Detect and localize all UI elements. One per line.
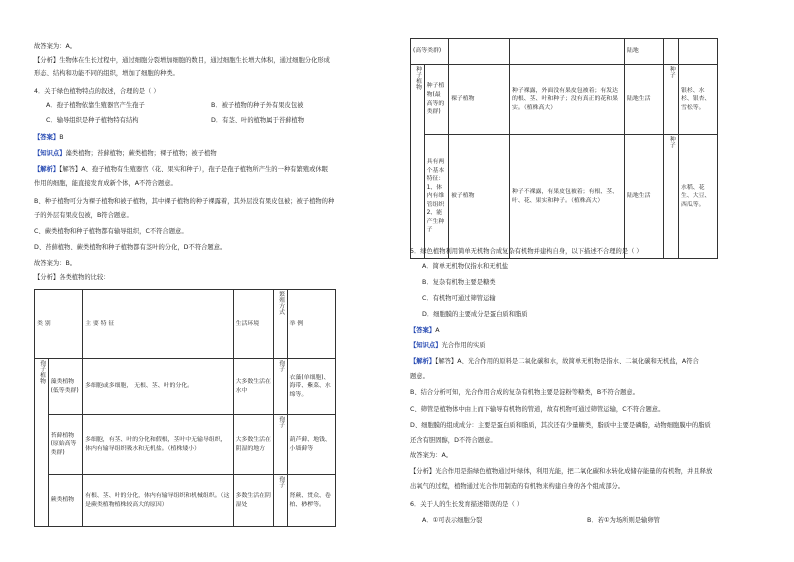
knowledge-tag: 【知识点】 <box>34 150 66 157</box>
q5-option-b: B．复杂有机物主要是糖类 <box>422 279 496 286</box>
q4-option-a: A．孢子植物依靠生殖器官产生孢子 <box>46 102 145 109</box>
analysis-line: 形态、结构和功能不同的组织，增加了细胞的种类。 <box>34 70 179 77</box>
table-cell-features: 多细胞，有茎、叶的分化和假根，茎叶中无输导组织，体内有输导组织吸水和无机盐。（植株矮小） <box>83 415 233 475</box>
table-header-environment: 生活环境 <box>233 290 273 359</box>
table-cell-category: 具有两个基本特征：1、体内有维管组织 2、能产生种子 <box>424 135 448 259</box>
explanation-line: B、种子植物可分为裸子植物和被子植物，其中裸子植物的种子裸露着，其外层没有果皮包被；被子植物的种 <box>34 198 335 205</box>
q5-option-a: A．简单无机物仅指水和无机盐 <box>422 263 509 270</box>
table-cell-reproduction: 孢子 <box>273 415 287 475</box>
explanation-line: B、结合分析可知，光合作用合成的复杂有机物主要是淀粉等糖类，B不符合题意。 <box>410 389 640 396</box>
analysis-line: 【分析】各类植物的比较： <box>34 274 110 281</box>
knowledge-value: 藻类植物；苔藓植物；蕨类植物；裸子植物；被子植物 <box>65 150 217 157</box>
explanation-tag: 【解析】 <box>410 358 436 365</box>
knowledge-point <box>34 149 217 158</box>
table-cell-category: 藻类植物(低等类群) <box>48 359 83 415</box>
table-header-examples: 举 例 <box>287 290 335 359</box>
table-cell-environment: 陆地 <box>625 39 664 65</box>
answer-section <box>34 133 64 142</box>
table-cell-environment: 大多数生活在阴湿的地方 <box>233 415 273 475</box>
q5-option-d: D．细胞膜的主要成分是蛋白质和脂质 <box>422 311 528 318</box>
plant-comparison-table-continued <box>410 38 718 259</box>
table-cell-category: 蕨类植物 <box>48 475 83 527</box>
answer-line: 故答案为：A。 <box>410 452 453 459</box>
table-cell-features: 种子不裸露，有果皮包被着；有根、茎、叶、花、果实和种子。（植株高大） <box>510 135 625 259</box>
table-cell-subcategory: 被子植物 <box>449 135 510 259</box>
table-cell-reproduction: 种子 <box>664 135 679 259</box>
table-header-features: 主 要 特 征 <box>83 290 233 359</box>
q4-option-c: C．输导组织是种子植物特有结构 <box>46 117 139 124</box>
table-cell-examples: 葫芦藓、地钱、小墙藓等 <box>287 415 335 475</box>
explanation-tag: 【解析】 <box>34 166 60 173</box>
table-cell-examples: 水稻、花生、大豆、西瓜等。 <box>679 135 718 259</box>
answer-line: 故答案为：B。 <box>34 260 77 267</box>
table-cell-category: (高等类群) <box>411 39 449 65</box>
question-6: 6．关于人的生长发育描述错误的是（ ） <box>410 501 524 508</box>
table-cell-examples: 衣藻(单细胞)、海带、紫菜、水绵等。 <box>287 359 335 415</box>
explanation-line: 还含有胆固醇，D不符合题意。 <box>410 437 497 444</box>
knowledge-value: 光合作用的实质 <box>441 342 486 349</box>
table-cell-reproduction: 种子 <box>664 65 679 135</box>
table-cell-examples: 银杉、水杉、银杏、雪松等。 <box>679 65 718 135</box>
explanation-line: 【解析】【解答】A、光合作用的原料是二氧化碳和水，故简单无机物是指水、二氧化碳和无机盐，A符合 <box>410 358 699 365</box>
table-cell-reproduction: 孢子 <box>273 359 287 415</box>
question-5: 5．绿色植物利用简单无机物合成复杂有机物并建构自身，以下描述不合理的是（ ） <box>410 248 643 255</box>
analysis-line: 出氧气的过程，植物通过光合作用制造的有机物来构建自身的各个组成部分。 <box>410 483 625 490</box>
table-cell-subcategory: 裸子植物 <box>449 65 510 135</box>
explanation-line: 题意。 <box>410 373 429 380</box>
explanation-line: D、苔藓植物、蕨类植物和种子植物都有茎叶的分化，D不符合题意。 <box>34 244 227 251</box>
explanation-line: D、细胞膜的组成成分：主要是蛋白质和脂质，其次还有少量糖类，脂质中主要是磷脂，动物细胞膜中的脂质 <box>410 422 711 429</box>
plant-comparison-table <box>34 289 336 527</box>
answer-line: 故答案为：A。 <box>34 43 77 50</box>
table-cell-environment: 陆地生活 <box>625 135 664 259</box>
table-header-category: 类 别 <box>35 290 83 359</box>
knowledge-point <box>410 341 486 350</box>
spore-plant-group: 孢子植物 <box>35 359 49 527</box>
knowledge-tag: 【知识点】 <box>410 342 442 349</box>
q4-option-b: B．被子植物的种子外有果皮包被 <box>211 102 304 109</box>
explanation-line: 子的外层有果皮包被，B符合题意。 <box>34 212 133 219</box>
explanation-line: 作用的细胞，能直接发育成新个体，A不符合题意。 <box>34 180 177 187</box>
table-cell-environment: 陆地生活 <box>625 65 664 135</box>
q4-options-row2 <box>46 116 376 125</box>
q4-options-row1 <box>46 101 376 110</box>
table-cell-examples: 肾蕨、贯众、卷柏、桫椤等。 <box>287 475 335 527</box>
table-cell-features: 多细胞或多细胞， 无根、茎、叶的分化。 <box>83 359 233 415</box>
table-cell-reproduction: 孢子 <box>273 475 287 527</box>
answer-tag: 【答案】 <box>410 327 436 334</box>
table-cell-features: 有根、茎、叶的分化，体内有输导组织和机械组织。（这是蕨类植物植株较高大的原因） <box>83 475 233 527</box>
q6-options-row <box>422 516 752 525</box>
seed-plant-group: 种子植物 <box>411 65 425 259</box>
answer-value: B <box>59 134 64 141</box>
table-cell-environment: 多数生活在阴湿处 <box>233 475 273 527</box>
q5-option-c: C．有机物可通过筛管运输 <box>422 295 496 302</box>
table-cell-features: 种子裸露，外面没有果皮包被着；有发达的根、茎、叶和种子；没有真正的花和果实。（植株高大） <box>510 65 625 135</box>
table-cell-category: 种子植物(最高等的类群) <box>424 65 448 135</box>
answer-tag: 【答案】 <box>34 134 60 141</box>
table-cell-category: 苔藓植物(原始高等类群) <box>48 415 83 475</box>
answer-section <box>410 326 440 335</box>
answer-value: A <box>435 327 440 334</box>
q6-option-a: A．①可表示细胞分裂 <box>422 517 483 524</box>
table-header-reproduction: 繁殖方式 <box>273 290 287 359</box>
table-cell-environment: 大多数生活在水中 <box>233 359 273 415</box>
explanation-line: C、蕨类植物和种子植物都有输导组织，C不符合题意。 <box>34 228 188 235</box>
q6-option-b: B．若①为场所则是输卵管 <box>587 517 660 524</box>
q4-option-d: D．有茎、叶的植物属于苔藓植物 <box>211 117 305 124</box>
question-4: 4．关于绿色植物特点的叙述，合理的是（ ） <box>34 88 160 95</box>
analysis-line: 【分析】光合作用是指绿色植物通过叶绿体，利用光能，把二氧化碳和水转化成储存能量的有机物，并且释放 <box>410 468 713 475</box>
analysis-line: 【分析】生物体在生长过程中，通过细胞分裂增加细胞的数目，通过细胞生长增大体积，通过细胞分化形成 <box>34 57 330 64</box>
explanation-line: C、筛管是植物体中由上而下输导有机物的管道，故有机物可通过筛管运输，C不符合题意。 <box>410 406 665 413</box>
explanation-line: 【解析】【解答】A、孢子植物有生殖器官（花、果实和种子），孢子是孢子植物所产生的一种有繁殖或休眠 <box>34 166 328 173</box>
